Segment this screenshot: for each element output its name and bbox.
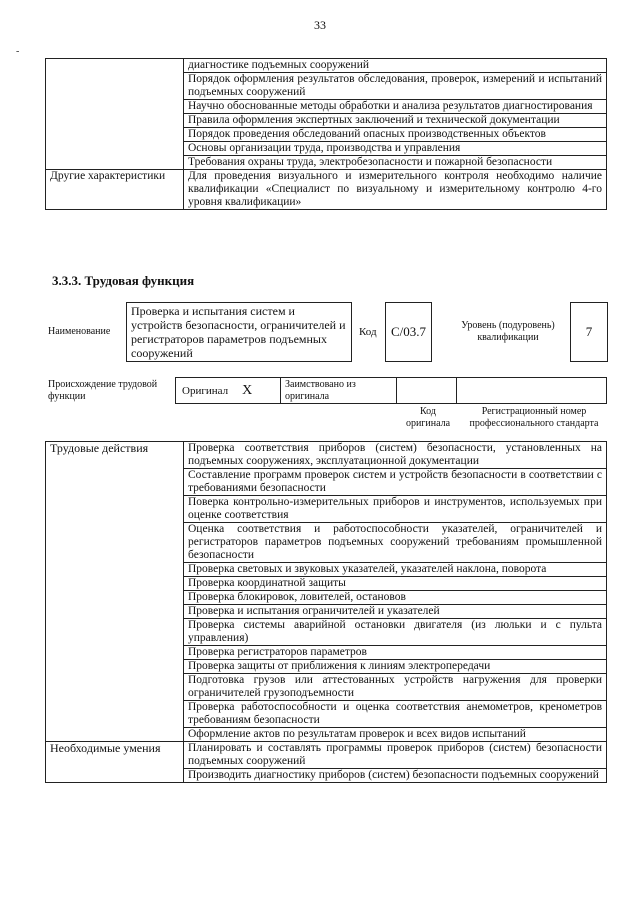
row-item: Порядок проведения обследований опасных производственных объектов [184, 128, 607, 142]
page-number: 33 [314, 18, 326, 32]
row-item: Проверка защиты от приближения к линиям электропередачи [184, 660, 607, 674]
code-label: Код [359, 326, 377, 338]
origin-label: Происхождение трудовой функции [48, 379, 158, 402]
row-item: Проверка работоспособности и оценка соответствия анемометров, кренометров требованиям безопасности [184, 701, 607, 728]
original-mark: X [242, 382, 253, 398]
row-label: Трудовые действия [46, 442, 184, 742]
original-cell [175, 377, 281, 404]
labor-functions-table [45, 441, 607, 783]
code-caption: Код оригинала [405, 406, 451, 429]
table-row [46, 442, 607, 469]
row-item: Проверка световых и звуковых указателей, указателей наклона, поворота [184, 563, 607, 577]
original-code-cell [396, 377, 457, 404]
row-item: Проверка блокировок, ловителей, остановов [184, 591, 607, 605]
origin-row [176, 377, 607, 404]
row-item: Проверка и испытания ограничителей и указателей [184, 605, 607, 619]
row-label [46, 59, 184, 170]
name-label: Наименование [48, 326, 111, 337]
knowledge-table [45, 58, 607, 210]
registration-caption: Регистрационный номер профессионального стандарта [469, 406, 599, 429]
row-label: Другие характеристики [46, 170, 184, 210]
qualification-level-box: 7 [570, 302, 608, 362]
row-item: Правила оформления экспертных заключений и технической документации [184, 114, 607, 128]
level-label: Уровень (подуровень) квалификации [461, 320, 555, 343]
row-label: Необходимые умения [46, 742, 184, 783]
row-item: Основы организации труда, производства и управления [184, 142, 607, 156]
row-item: Составление программ проверок систем и устройств безопасности в соответствии с требованиями безопасности [184, 469, 607, 496]
row-item: Оценка соответствия и работоспособности указателей, ограничителей и регистраторов параметров подъемных сооружений требованиям промышленной безопасности [184, 523, 607, 563]
row-item: диагностике подъемных сооружений [184, 59, 607, 73]
registration-number-cell [456, 377, 607, 404]
original-label: Оригинал [182, 384, 229, 397]
row-item: Поверка контрольно-измерительных приборов и инструментов, используемых при оценке соответствия [184, 496, 607, 523]
borrowed-cell: Заимствовано из оригинала [280, 377, 397, 404]
row-item: Проверка системы аварийной остановки двигателя (из люльки и с пульта управления) [184, 619, 607, 646]
table-row [46, 170, 607, 210]
row-item: Требования охраны труда, электробезопасности и пожарной безопасности [184, 156, 607, 170]
row-item: Проверка соответствия приборов (систем) безопасности, установленных на подъемных сооружениях, эксплуатационной документации [184, 442, 607, 469]
row-item: Подготовка грузов или аттестованных устройств нагружения для проверки ограничителей грузоподъемности [184, 674, 607, 701]
row-item: Проверка регистраторов параметров [184, 646, 607, 660]
function-code-box: С/03.7 [385, 302, 432, 362]
row-item: Оформление актов по результатам проверок и всех видов испытаний [184, 728, 607, 742]
row-item: Производить диагностику приборов (систем) безопасности подъемных сооружений [184, 769, 607, 783]
row-item: Для проведения визуального и измерительного контроля необходимо наличие квалификации «Специалист по визуальному и измерительному контролю 4-го уровня квалификации» [184, 170, 607, 210]
section-heading: 3.3.3. Трудовая функция [52, 273, 195, 288]
row-item: Планировать и составлять программы проверок приборов (систем) безопасности подъемных сооружений [184, 742, 607, 769]
row-item: Порядок оформления результатов обследования, проверок, измерений и испытаний подъемных сооружений [184, 73, 607, 100]
row-item: Научно обоснованные методы обработки и анализа результатов диагностирования [184, 100, 607, 114]
table-row [46, 59, 607, 73]
table-row [46, 742, 607, 769]
function-name-box: Проверка и испытания систем и устройств безопасности, ограничителей и регистраторов параметров подъемных сооружений [126, 302, 352, 362]
row-item: Проверка координатной защиты [184, 577, 607, 591]
page-mark: - [16, 46, 20, 57]
